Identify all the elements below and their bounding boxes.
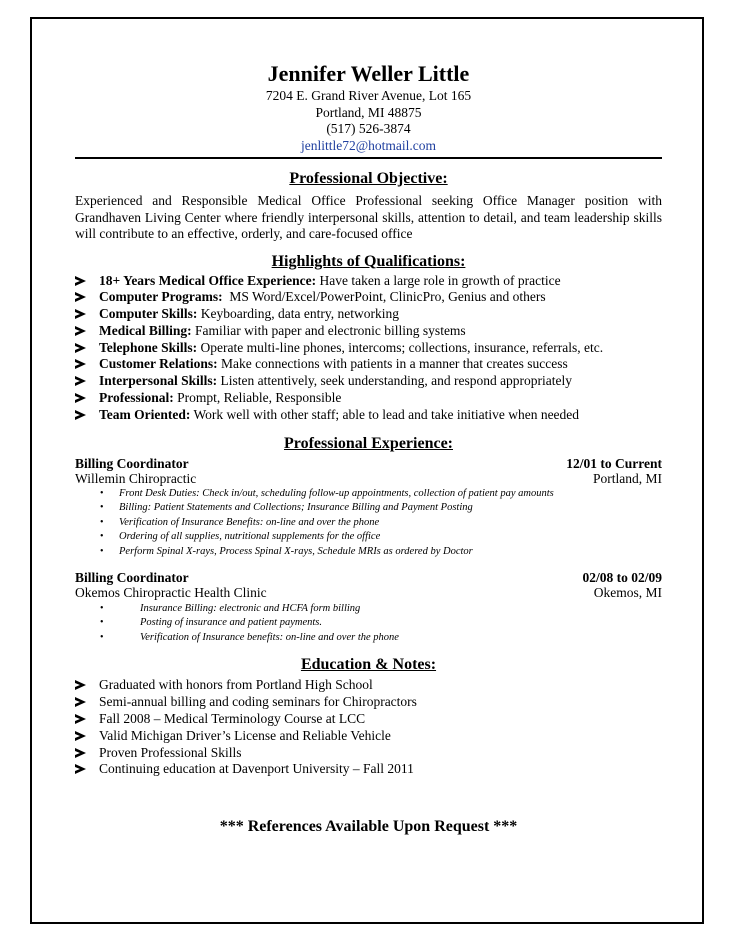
- header-divider: [75, 157, 662, 159]
- arrow-bullet-icon: [75, 326, 86, 336]
- highlight-text: Make connections with patients in a manner that creates success: [217, 356, 568, 372]
- arrow-bullet-icon: [75, 343, 86, 353]
- arrow-bullet-icon: [75, 748, 86, 758]
- education-text: Valid Michigan Driver’s License and Reliable Vehicle: [99, 727, 391, 743]
- objective-heading: Professional Objective:: [289, 170, 448, 187]
- phone-number: (517) 526-3874: [326, 121, 411, 136]
- duty-item: [75, 516, 662, 531]
- education-text: Fall 2008 – Medical Terminology Course at LCC: [99, 711, 366, 727]
- arrow-bullet-icon: [75, 410, 86, 420]
- education-text: Continuing education at Davenport University – Fall 2011: [99, 761, 414, 777]
- job-employer: Okemos Chiropractic Health Clinic: [75, 585, 267, 601]
- resume-header: [75, 60, 662, 159]
- job-employer-row: [75, 585, 662, 601]
- education-item: [75, 677, 662, 694]
- duty-text: Billing: Patient Statements and Collections; Insurance Billing and Payment Posting: [119, 502, 473, 514]
- bullet-icon: •: [100, 531, 104, 543]
- education-heading: Education & Notes:: [300, 656, 437, 674]
- highlight-text: MS Word/Excel/PowerPoint, ClinicPro, Genius and others: [222, 289, 546, 305]
- duty-text: Verification of Insurance benefits: on-line and over the phone: [140, 631, 399, 643]
- applicant-name: Jennifer Weller Little: [267, 61, 470, 86]
- highlight-label: 18+ Years Medical Office Experience:: [99, 272, 317, 288]
- job-title-row: [75, 456, 662, 472]
- bullet-icon: •: [100, 546, 104, 558]
- education-item: [75, 694, 662, 711]
- arrow-bullet-icon: [75, 697, 86, 707]
- arrow-bullet-icon: [75, 309, 86, 319]
- job-employer: Willemin Chiropractic: [75, 471, 197, 487]
- highlights-list: [75, 273, 662, 424]
- duty-item: [75, 631, 662, 646]
- duty-item: [75, 602, 662, 617]
- job-location: Okemos, MI: [593, 585, 662, 601]
- education-text: Semi-annual billing and coding seminars for Chiropractors: [99, 694, 417, 710]
- highlight-label: Team Oriented:: [99, 406, 191, 422]
- highlight-item: [75, 340, 662, 357]
- highlight-item: [75, 273, 662, 290]
- highlight-label: Customer Relations:: [99, 356, 218, 372]
- job-employer-row: [75, 471, 662, 487]
- bullet-icon: •: [100, 602, 104, 614]
- education-text: Graduated with honors from Portland High School: [99, 677, 373, 693]
- job-title: Billing Coordinator: [75, 569, 189, 585]
- job-entry: [75, 456, 662, 560]
- duty-text: Perform Spinal X-rays, Process Spinal X-rays, Schedule MRIs as ordered by Doctor: [119, 546, 473, 558]
- email-link[interactable]: jenlittle72@hotmail.com: [300, 137, 437, 153]
- highlight-item: [75, 373, 662, 390]
- education-item: [75, 711, 662, 728]
- highlight-item: [75, 323, 662, 340]
- highlight-label: Computer Skills:: [99, 306, 198, 322]
- address-line-1: 7204 E. Grand River Avenue, Lot 165: [265, 88, 472, 103]
- duty-text: Posting of insurance and patient payments.: [140, 617, 322, 629]
- duty-item: [75, 616, 662, 631]
- duty-item: [75, 501, 662, 516]
- highlight-text: Familiar with paper and electronic billing systems: [191, 322, 466, 338]
- duty-text: Front Desk Duties: Check in/out, scheduling follow-up appointments, collection of patient pay amounts: [119, 487, 554, 499]
- education-list: [75, 677, 662, 778]
- arrow-bullet-icon: [75, 680, 86, 690]
- duty-item: [75, 530, 662, 545]
- highlight-item: [75, 306, 662, 323]
- highlight-label: Telephone Skills:: [99, 339, 198, 355]
- job-dates: 12/01 to Current: [566, 455, 662, 471]
- arrow-bullet-icon: [75, 376, 86, 386]
- highlight-item: [75, 390, 662, 407]
- duty-text: Ordering of all supplies, nutritional supplements for the office: [119, 531, 381, 543]
- duty-item: [75, 487, 662, 502]
- arrow-bullet-icon: [75, 359, 86, 369]
- arrow-bullet-icon: [75, 731, 86, 741]
- education-item: [75, 728, 662, 745]
- highlight-item: [75, 289, 662, 306]
- education-item: [75, 761, 662, 778]
- duties-list: [75, 487, 662, 560]
- arrow-bullet-icon: [75, 276, 86, 286]
- job-title-row: [75, 570, 662, 586]
- bullet-icon: •: [100, 631, 104, 643]
- highlights-heading: Highlights of Qualifications:: [271, 252, 466, 270]
- address-line-2: Portland, MI 48875: [315, 104, 422, 120]
- highlight-text: Prompt, Reliable, Responsible: [173, 390, 342, 406]
- job-location: Portland, MI: [593, 471, 662, 487]
- highlight-item: [75, 356, 662, 373]
- highlight-label: Interpersonal Skills:: [99, 373, 218, 389]
- bullet-icon: •: [100, 487, 104, 499]
- duty-text: Insurance Billing: electronic and HCFA form billing: [140, 602, 361, 614]
- duties-list: [75, 602, 662, 646]
- highlight-label: Medical Billing:: [99, 322, 192, 338]
- highlight-text: Work well with other staff; able to lead and take initiative when needed: [190, 406, 580, 422]
- job-dates: 02/08 to 02/09: [582, 569, 662, 585]
- highlight-text: Listen attentively, seek understanding, and respond appropriately: [217, 373, 573, 389]
- arrow-bullet-icon: [75, 764, 86, 774]
- job-entry: [75, 570, 662, 646]
- bullet-icon: •: [100, 502, 104, 514]
- bullet-icon: •: [100, 617, 104, 629]
- education-item: [75, 745, 662, 762]
- highlight-label: Computer Programs:: [99, 289, 223, 305]
- highlight-text: Have taken a large role in growth of practice: [316, 272, 561, 288]
- objective-text: Experienced and Responsible Medical Office Professional seeking Office Manager position with Grandhaven Living Center where friendly interpersonal skills, attention to detail, and team leadership skills will contribute to an effective, orderly, and care-focused office: [75, 193, 662, 241]
- highlight-label: Professional:: [99, 390, 174, 406]
- highlight-text: Keyboarding, data entry, networking: [197, 306, 399, 322]
- duty-item: [75, 545, 662, 560]
- references-note: *** References Available Upon Request ***: [219, 818, 518, 836]
- arrow-bullet-icon: [75, 714, 86, 724]
- experience-jobs: [75, 456, 662, 646]
- arrow-bullet-icon: [75, 393, 86, 403]
- duty-text: Verification of Insurance Benefits: on-line and over the phone: [119, 516, 380, 528]
- education-text: Proven Professional Skills: [99, 744, 242, 760]
- experience-heading: Professional Experience:: [283, 434, 453, 452]
- highlight-item: [75, 407, 662, 424]
- resume-page: [75, 60, 662, 836]
- bullet-icon: •: [100, 516, 104, 528]
- highlight-text: Operate multi-line phones, intercoms; collections, insurance, referrals, etc.: [197, 339, 604, 355]
- job-title: Billing Coordinator: [75, 455, 189, 471]
- arrow-bullet-icon: [75, 292, 86, 302]
